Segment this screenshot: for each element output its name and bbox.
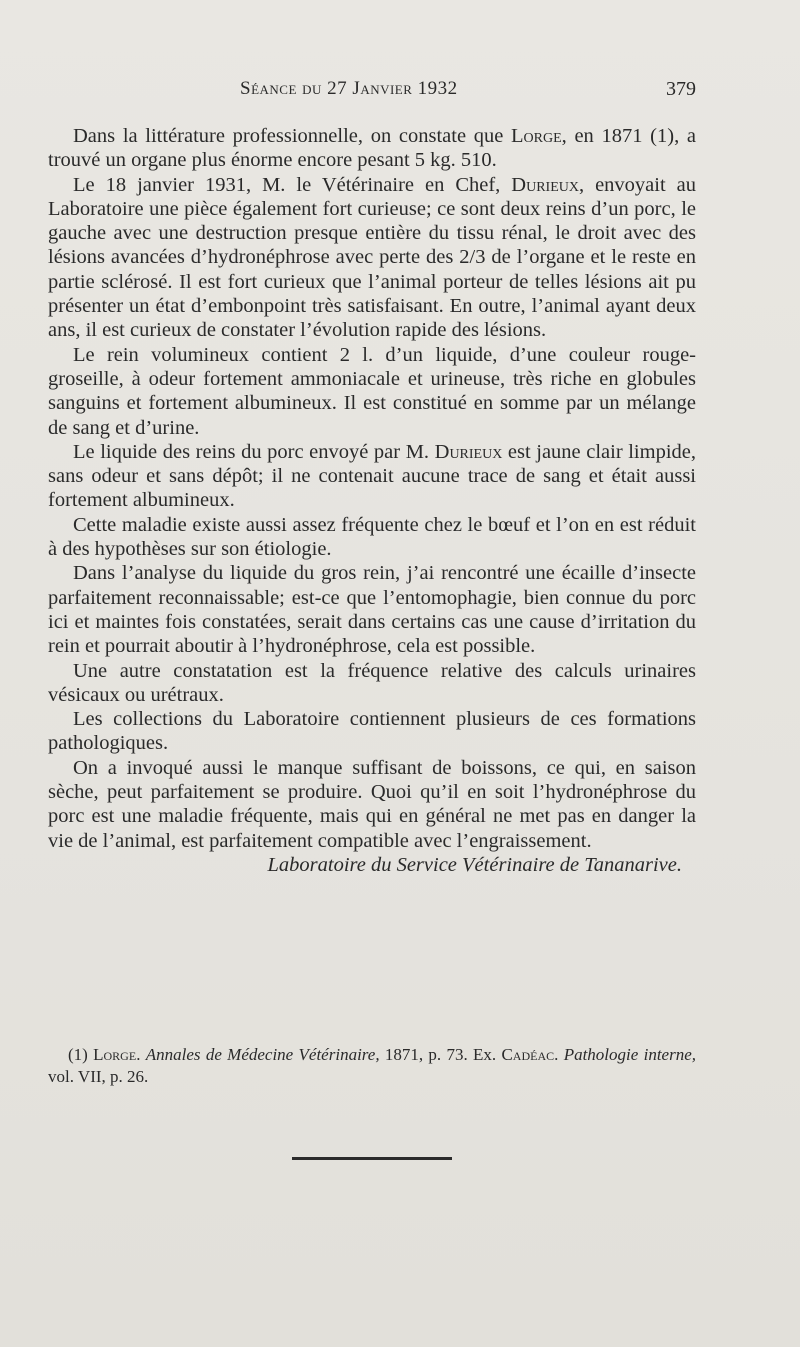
paragraph: Dans l’analyse du liquide du gros rein, j’ai rencontré une écaille d’insecte parfaitement reconnaissable; est-ce que l’entomophagie, bien connue du porc ici et maintes fois constatées, serait dans certains cas une cause d’irritation du rein et pourrait aboutir à l’hydronéphrose, cela est possible. xyxy=(48,562,696,658)
paragraph: Une autre constatation est la fréquence relative des calculs urinaires vésicaux ou urétraux. xyxy=(48,659,696,706)
paragraph: Le 18 janvier 1931, M. le Vétérinaire en Chef, Durieux, envoyait au Laboratoire une pièce également fort curieuse; ce sont deux reins d’un porc, le gauche avec une destruction presque entière du tissu rénal, le droit avec des lésions avancées d’hydronéphrose avec perte des 2/3 de l’organe et le reste en partie sclérosé. Il est fort curieux que l’animal porteur de telles lésions ait pu présenter un état d’embonpoint très satisfaisant. En outre, l’animal ayant deux ans, il est curieux de constater l’évolution rapide des lésions. xyxy=(48,173,696,342)
footnote-author: Lorge xyxy=(93,1045,137,1064)
paragraph: Le liquide des reins du porc envoyé par M. Durieux est jaune clair limpide, sans odeur et sans dépôt; il ne contenait aucune trace de sang et était aussi fortement albumineux. xyxy=(48,440,696,512)
footnote-title: Pathologie interne, xyxy=(563,1045,697,1064)
author-name: Lorge xyxy=(511,125,562,147)
footnote-title: Annales de Médecine Vétérinaire, xyxy=(145,1045,380,1064)
author-name: Durieux xyxy=(511,173,579,196)
page-header xyxy=(48,78,696,108)
end-rule xyxy=(292,1157,452,1160)
paragraph: On a invoqué aussi le manque suffisant de boissons, ce qui, en saison sèche, peut parfaitement se produire. Quoi qu’il en soit l’hydronéphrose du porc est une maladie fréquente, mais qui en général ne met pas en danger la vie de l’animal, est parfaitement compatible avec l’engraissement. xyxy=(48,756,696,852)
running-head: Séance du 27 Janvier 1932 xyxy=(240,78,458,99)
paragraph: Dans la littérature professionnelle, on constate que Lorge, en 1871 (1), a trouvé un organe plus énorme encore pesant 5 kg. 510. xyxy=(48,125,696,172)
paragraph: Les collections du Laboratoire contiennent plusieurs de ces formations pathologiques. xyxy=(48,708,696,755)
article-body xyxy=(48,124,696,877)
signature: Laboratoire du Service Vétérinaire de Tananarive. xyxy=(267,853,682,876)
page-number: 379 xyxy=(666,78,696,100)
paragraph: Le rein volumineux contient 2 l. d’un liquide, d’une couleur rouge-groseille, à odeur fortement ammoniacale et urineuse, très riche en globules sanguins et fortement albumineux. Il est constitué en somme par un mélange de sang et d’urine. xyxy=(48,343,696,439)
paragraph: Cette maladie existe aussi assez fréquente chez le bœuf et l’on en est réduit à des hypothèses sur son étiologie. xyxy=(48,513,696,561)
footnote-author: Cadéac xyxy=(501,1045,555,1064)
footnote: (1) Lorge. Annales de Médecine Vétérinaire, 1871, p. 73. Ex. Cadéac. Pathologie interne, vol. VII, p. 26. xyxy=(48,1045,697,1086)
author-name: Durieux xyxy=(434,440,503,463)
